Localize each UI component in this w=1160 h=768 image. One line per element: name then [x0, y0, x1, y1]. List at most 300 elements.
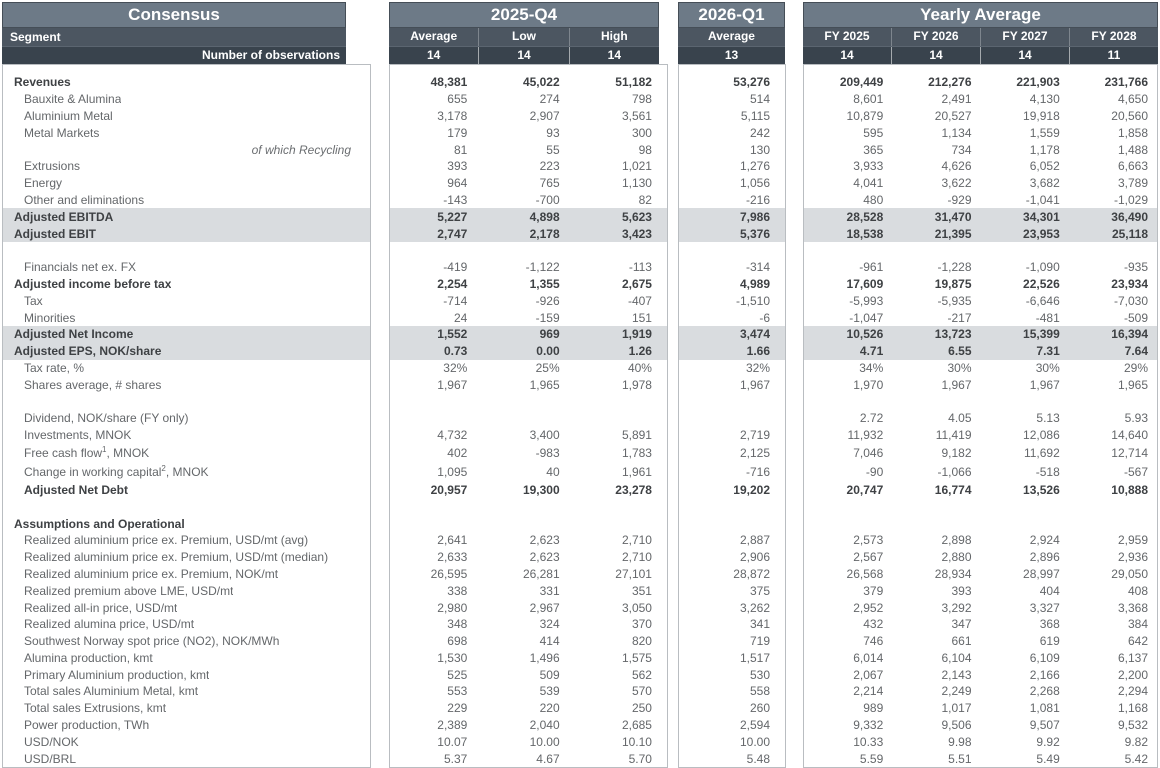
value-cell: 3,933 [853, 159, 884, 174]
value-cell: 3,050 [621, 600, 652, 615]
table-row [804, 242, 1157, 259]
value-cell: 3,400 [529, 428, 560, 443]
value-cell: 11,932 [847, 428, 884, 443]
table-row [804, 650, 1157, 667]
value-cell: 5,623 [621, 209, 652, 224]
row-label: Power production, TWh [24, 718, 150, 733]
table-row [390, 158, 667, 175]
value-cell: 81 [453, 142, 468, 157]
table-row [3, 444, 370, 463]
panel-gap [668, 2, 678, 768]
column-header: FY 2026 [891, 28, 980, 46]
panel-title-consensus: Consensus [2, 2, 346, 28]
value-cell: 1,965 [1117, 377, 1148, 392]
table-row [679, 192, 785, 209]
value-cell: 19,202 [733, 482, 770, 497]
table-row [679, 700, 785, 717]
value-cell: 642 [1127, 634, 1148, 649]
table-row [679, 444, 785, 463]
table-row [679, 309, 785, 326]
value-cell: -113 [628, 260, 652, 275]
row-label: Adjusted EPS, NOK/share [14, 344, 162, 359]
observation-count: 14 [980, 47, 1069, 64]
value-cell: 26,281 [522, 566, 560, 581]
value-cell: 4,626 [941, 159, 972, 174]
table-row [3, 633, 370, 650]
value-cell: 4,989 [739, 276, 770, 291]
value-cell: 408 [1127, 583, 1148, 598]
value-cell: 32% [745, 360, 770, 375]
table-row [804, 733, 1157, 750]
panel-gap [371, 2, 389, 768]
value-cell: 23,278 [615, 482, 652, 497]
table-row [804, 158, 1157, 175]
value-cell: -700 [535, 192, 560, 207]
table-row [679, 124, 785, 141]
table-row [3, 683, 370, 700]
table-row [390, 700, 667, 717]
value-cell: 93 [546, 125, 560, 140]
table-row [679, 276, 785, 293]
value-cell: 5.59 [859, 751, 884, 766]
value-cell: 2,491 [941, 92, 972, 107]
table-row [679, 242, 785, 259]
value-cell: 1,919 [621, 327, 652, 342]
value-cell: 179 [447, 125, 468, 140]
labels-body [2, 64, 371, 768]
q1-body [678, 64, 786, 768]
row-label: Free cash flow$^1$, MNOK [24, 446, 150, 461]
table-row [390, 498, 667, 515]
table-row [3, 175, 370, 192]
value-cell: 40 [546, 465, 560, 480]
value-cell: -1,090 [1025, 260, 1060, 275]
value-cell: 10.33 [853, 734, 884, 749]
table-row [679, 91, 785, 108]
value-cell: -159 [535, 310, 560, 325]
row-label: Minorities [24, 310, 76, 325]
value-cell: 2,641 [437, 533, 468, 548]
table-row [804, 309, 1157, 326]
value-cell: 2,143 [941, 667, 972, 682]
row-label: Bauxite & Alumina [24, 92, 122, 107]
value-cell: 1,095 [437, 465, 468, 480]
value-cell: 10.00 [529, 734, 560, 749]
table-row [3, 549, 370, 566]
table-row [390, 326, 667, 343]
table-row [3, 208, 370, 225]
value-cell: 393 [951, 583, 972, 598]
table-row [3, 498, 370, 515]
value-cell: 5.49 [1036, 751, 1060, 766]
value-cell: 36,490 [1111, 209, 1148, 224]
table-row [3, 360, 370, 377]
value-cell: 3,561 [621, 108, 652, 123]
table-row [804, 326, 1157, 343]
value-cell: 348 [447, 617, 468, 632]
value-cell: 20,957 [430, 482, 468, 497]
value-cell: 14,640 [1111, 428, 1148, 443]
panel-title-yearly-average: Yearly Average [803, 2, 1158, 28]
q1-observation-counts [678, 46, 785, 64]
value-cell: -1,122 [525, 260, 560, 275]
value-cell: 2,633 [437, 550, 468, 565]
value-cell: 9,506 [941, 718, 972, 733]
table-row [3, 108, 370, 125]
table-row [390, 292, 667, 309]
value-cell: 2,389 [437, 718, 468, 733]
table-row [3, 650, 370, 667]
table-row [390, 141, 667, 158]
value-cell: 4.05 [948, 411, 972, 426]
value-cell: 5.93 [1124, 411, 1148, 426]
value-cell: 351 [631, 583, 652, 598]
table-row [679, 750, 785, 767]
value-cell: 9,182 [941, 446, 972, 461]
value-cell: 7,046 [853, 446, 884, 461]
table-row [390, 444, 667, 463]
table-row [390, 650, 667, 667]
value-cell: 384 [1127, 617, 1148, 632]
value-cell: 28,934 [934, 566, 972, 581]
value-cell: 82 [638, 192, 652, 207]
observation-count: 11 [1069, 47, 1158, 64]
row-label: Investments, MNOK [24, 428, 132, 443]
table-row [804, 259, 1157, 276]
table-row [804, 498, 1157, 515]
table-row [3, 410, 370, 427]
value-cell: 698 [447, 634, 468, 649]
row-label: of which Recycling [251, 142, 351, 157]
table-row [390, 549, 667, 566]
value-cell: 4,130 [1029, 92, 1060, 107]
value-cell: 12,714 [1111, 446, 1148, 461]
table-row [804, 91, 1157, 108]
value-cell: 6,137 [1117, 650, 1148, 665]
yearly-body [803, 64, 1158, 768]
value-cell: 30% [947, 360, 972, 375]
value-cell: 1,552 [437, 327, 468, 342]
table-row [3, 700, 370, 717]
table-row [3, 750, 370, 767]
value-cell: 10,879 [846, 108, 884, 123]
value-cell: 2,747 [437, 226, 468, 241]
value-cell: -1,047 [849, 310, 884, 325]
value-cell: 11,692 [1023, 446, 1060, 461]
value-cell: 1,017 [941, 701, 972, 716]
table-row [390, 259, 667, 276]
observation-count: 14 [891, 47, 980, 64]
table-row [679, 482, 785, 499]
table-row [390, 393, 667, 410]
table-row [804, 532, 1157, 549]
table-row [804, 225, 1157, 242]
value-cell: -481 [1035, 310, 1060, 325]
value-cell: -1,066 [937, 465, 972, 480]
value-cell: 1,130 [621, 176, 652, 191]
table-row [390, 666, 667, 683]
row-label: Southwest Norway spot price (NO2), NOK/MWh [24, 634, 280, 649]
value-cell: 28,997 [1023, 566, 1060, 581]
column-header: FY 2027 [980, 28, 1069, 46]
value-cell: 3,789 [1117, 176, 1148, 191]
table-row [390, 242, 667, 259]
row-label: Adjusted income before tax [14, 276, 172, 291]
value-cell: -926 [535, 293, 560, 308]
value-cell: 2,898 [941, 533, 972, 548]
table-row [804, 616, 1157, 633]
row-label: Aluminium Metal [24, 108, 113, 123]
table-row [804, 515, 1157, 532]
value-cell: 2,567 [853, 550, 884, 565]
value-cell: 10,526 [846, 327, 884, 342]
value-cell: -518 [1035, 465, 1060, 480]
value-cell: 1,496 [529, 650, 560, 665]
table-row [390, 91, 667, 108]
value-cell: 619 [1039, 634, 1060, 649]
row-label: Energy [24, 176, 63, 191]
value-cell: 1,056 [739, 176, 770, 191]
column-header: Low [478, 28, 568, 46]
value-cell: 260 [749, 701, 770, 716]
value-cell: 2,710 [621, 533, 652, 548]
row-label: USD/NOK [24, 734, 79, 749]
table-row [3, 599, 370, 616]
value-cell: 2,573 [853, 533, 884, 548]
value-cell: 25,118 [1111, 226, 1148, 241]
value-cell: 820 [631, 634, 652, 649]
value-cell: 20,560 [1111, 108, 1148, 123]
value-cell: 11,419 [935, 428, 972, 443]
value-cell: 151 [631, 310, 652, 325]
table-row [390, 376, 667, 393]
value-cell: 32% [443, 360, 468, 375]
value-cell: 1,168 [1117, 701, 1148, 716]
value-cell: 2,887 [739, 533, 770, 548]
value-cell: -1,029 [1113, 192, 1148, 207]
value-cell: 18,538 [846, 226, 884, 241]
value-cell: 514 [749, 92, 770, 107]
value-cell: 338 [447, 583, 468, 598]
observation-count: 14 [426, 48, 441, 62]
value-cell: 1.26 [628, 344, 652, 359]
table-row [679, 393, 785, 410]
row-label: Realized all-in price, USD/mt [24, 600, 178, 615]
table-row [3, 717, 370, 734]
value-cell: 16,394 [1111, 327, 1148, 342]
value-cell: 2,896 [1029, 550, 1060, 565]
value-cell: 2,719 [739, 428, 770, 443]
row-label: Other and eliminations [24, 192, 145, 207]
value-cell: 34% [859, 360, 884, 375]
value-cell: 6,663 [1117, 159, 1148, 174]
value-cell: 4,041 [853, 176, 884, 191]
value-cell: -407 [627, 293, 652, 308]
footnote-marker: 2 [161, 465, 166, 474]
table-row [804, 141, 1157, 158]
value-cell: 6,014 [853, 650, 884, 665]
value-cell: 2,685 [621, 718, 652, 733]
table-row [390, 108, 667, 125]
value-cell: 2,294 [1117, 684, 1148, 699]
row-label: Adjusted EBIT [14, 226, 97, 241]
row-label: Alumina production, kmt [24, 650, 153, 665]
table-row [804, 463, 1157, 482]
table-row [390, 463, 667, 482]
value-cell: 1,783 [621, 446, 652, 461]
value-cell: 6.55 [948, 344, 972, 359]
value-cell: 368 [1039, 617, 1060, 632]
value-cell: -90 [865, 465, 884, 480]
segment-labels-panel [2, 2, 371, 768]
table-row [804, 582, 1157, 599]
value-cell: 2,980 [437, 600, 468, 615]
table-row [679, 208, 785, 225]
value-cell: 370 [631, 617, 652, 632]
value-cell: 509 [539, 667, 560, 682]
table-row [679, 683, 785, 700]
table-row [3, 326, 370, 343]
value-cell: 221,903 [1016, 75, 1060, 90]
value-cell: 26,595 [430, 566, 468, 581]
value-cell: 4,898 [529, 209, 560, 224]
observation-count: 14 [569, 47, 659, 64]
value-cell: 2,880 [941, 550, 972, 565]
value-cell: 964 [447, 176, 468, 191]
table-row [679, 427, 785, 444]
table-row [679, 549, 785, 566]
value-cell: 1,081 [1029, 701, 1060, 716]
value-cell: 798 [631, 92, 652, 107]
value-cell: 209,449 [839, 75, 884, 90]
value-cell: 402 [447, 446, 468, 461]
table-row [804, 717, 1157, 734]
value-cell: -961 [859, 260, 884, 275]
value-cell: 20,747 [846, 482, 884, 497]
value-cell: 15,399 [1023, 327, 1060, 342]
table-row [804, 700, 1157, 717]
value-cell: 1,978 [621, 377, 652, 392]
value-cell: -1,510 [735, 293, 770, 308]
table-row [3, 666, 370, 683]
value-cell: 562 [631, 667, 652, 682]
value-cell: 24 [453, 310, 468, 325]
value-cell: 8,601 [853, 92, 884, 107]
value-cell: 734 [951, 142, 972, 157]
table-row [804, 683, 1157, 700]
value-cell: 530 [749, 667, 770, 682]
table-row [679, 717, 785, 734]
value-cell: -509 [1123, 310, 1148, 325]
table-row [390, 74, 667, 91]
table-row [679, 292, 785, 309]
value-cell: 553 [447, 684, 468, 699]
value-cell: 17,609 [846, 276, 884, 291]
table-row [390, 566, 667, 583]
value-cell: -567 [1123, 465, 1148, 480]
value-cell: 4.67 [536, 751, 560, 766]
table-row [390, 175, 667, 192]
value-cell: 2,936 [1117, 550, 1148, 565]
row-label: Primary Aluminium production, kmt [24, 667, 210, 682]
table-row [679, 141, 785, 158]
table-row [679, 599, 785, 616]
value-cell: 1,276 [739, 159, 770, 174]
value-cell: 3,474 [739, 327, 770, 342]
value-cell: 2,254 [437, 276, 468, 291]
value-cell: -7,030 [1113, 293, 1148, 308]
value-cell: 2,623 [529, 533, 560, 548]
yearly-observation-counts [803, 46, 1158, 64]
value-cell: 539 [539, 684, 560, 699]
panel-gap [786, 2, 803, 768]
table-row [679, 566, 785, 583]
value-cell: 5,227 [437, 209, 468, 224]
table-row [3, 343, 370, 360]
value-cell: 10,888 [1111, 482, 1148, 497]
table-row [390, 309, 667, 326]
value-cell: 2,952 [853, 600, 884, 615]
table-row [390, 616, 667, 633]
value-cell: 6,052 [1029, 159, 1060, 174]
value-cell: -6,646 [1025, 293, 1060, 308]
value-cell: 4,732 [437, 428, 468, 443]
value-cell: 5,115 [740, 108, 770, 123]
value-cell: 595 [863, 125, 884, 140]
value-cell: 3,262 [739, 600, 770, 615]
value-cell: -217 [947, 310, 972, 325]
q4-2025-panel [389, 2, 668, 768]
table-row [679, 108, 785, 125]
table-row [3, 141, 370, 158]
table-row [3, 733, 370, 750]
value-cell: 393 [447, 159, 468, 174]
value-cell: 480 [863, 192, 884, 207]
row-label: Realized aluminium price ex. Premium, USD/mt (median) [24, 550, 329, 565]
value-cell: 300 [631, 125, 652, 140]
value-cell: 324 [539, 617, 560, 632]
table-row [3, 376, 370, 393]
q4-column-headers [389, 28, 659, 46]
row-label: Dividend, NOK/share (FY only) [24, 411, 189, 426]
value-cell: 2,623 [529, 550, 560, 565]
value-cell: 1,530 [437, 650, 468, 665]
value-cell: -143 [443, 192, 468, 207]
value-cell: 220 [539, 701, 560, 716]
column-header: High [569, 28, 659, 46]
table-row [3, 427, 370, 444]
value-cell: 2,178 [529, 226, 560, 241]
q1-2026-panel [678, 2, 786, 768]
value-cell: 719 [749, 634, 770, 649]
value-cell: 242 [749, 125, 770, 140]
table-row [3, 463, 370, 482]
q4-observation-counts [389, 46, 659, 64]
value-cell: -5,993 [849, 293, 884, 308]
row-label: Realized aluminium price ex. Premium, USD/mt (avg) [24, 533, 309, 548]
value-cell: 2,268 [1029, 684, 1060, 699]
value-cell: 1,967 [1029, 377, 1060, 392]
value-cell: 1,965 [529, 377, 560, 392]
table-row [3, 91, 370, 108]
table-row [390, 208, 667, 225]
observation-count: 13 [724, 48, 739, 62]
table-row [390, 427, 667, 444]
table-row [679, 158, 785, 175]
table-row [390, 633, 667, 650]
table-row [679, 175, 785, 192]
table-row [3, 225, 370, 242]
